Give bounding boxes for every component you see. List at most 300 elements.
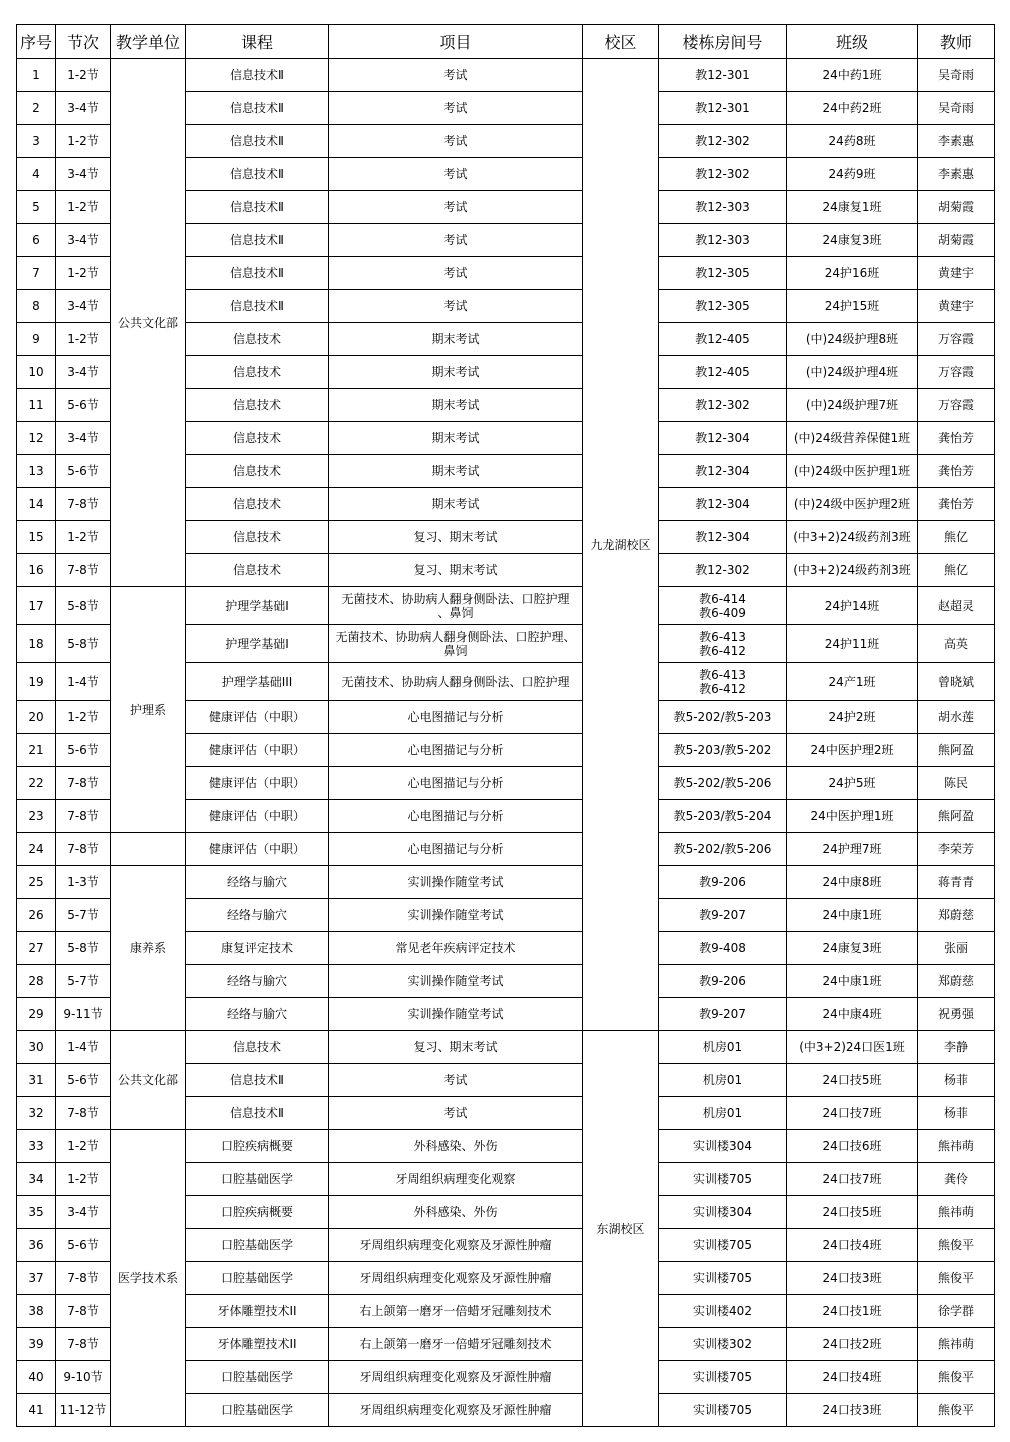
cell-class: 24中医护理1班 [787,800,918,833]
unit-cell-empty [111,833,186,866]
cell-item: 考试 [329,191,583,224]
cell-no: 8 [17,290,56,323]
cell-room: 实训楼402 [659,1295,787,1328]
cell-teacher: 熊阿盈 [918,734,995,767]
cell-item: 期末考试 [329,356,583,389]
cell-item: 考试 [329,1097,583,1130]
cell-item-line: 鼻饲 [443,643,468,658]
cell-class: 24护11班 [787,625,918,663]
cell-no: 14 [17,488,56,521]
cell-teacher: 胡菊霞 [918,224,995,257]
cell-room: 实训楼302 [659,1328,787,1361]
cell-class: 24口技4班 [787,1361,918,1394]
cell-item: 无菌技术、协助病人翻身侧卧法、口腔护理 [329,663,583,701]
cell-teacher: 熊祎萌 [918,1130,995,1163]
cell-class: (中)24级营养保健1班 [787,422,918,455]
cell-course: 牙体雕塑技术II [186,1328,329,1361]
cell-class: 24口技1班 [787,1295,918,1328]
cell-period: 11-12节 [56,1394,111,1427]
cell-course: 牙体雕塑技术II [186,1295,329,1328]
cell-room-line: 教6-413 [699,667,746,682]
cell-course: 信息技术 [186,1031,329,1064]
cell-course: 信息技术 [186,422,329,455]
cell-no: 1 [17,59,56,92]
cell-no: 34 [17,1163,56,1196]
cell-teacher: 黄建宇 [918,257,995,290]
cell-no: 27 [17,932,56,965]
unit-cell: 医学技术系 [111,1130,186,1427]
cell-class: 24产1班 [787,663,918,701]
cell-course: 护理学基础I [186,625,329,663]
cell-period: 7-8节 [56,1262,111,1295]
cell-item: 心电图描记与分析 [329,734,583,767]
cell-item: 考试 [329,290,583,323]
cell-room: 教9-207 [659,998,787,1031]
cell-room: 教5-202/教5-206 [659,833,787,866]
cell-period: 1-2节 [56,59,111,92]
cell-room: 机房01 [659,1097,787,1130]
cell-no: 33 [17,1130,56,1163]
cell-period: 7-8节 [56,1328,111,1361]
cell-teacher: 万容霞 [918,389,995,422]
cell-class: 24口技4班 [787,1229,918,1262]
cell-class: 24中康1班 [787,899,918,932]
cell-item: 期末考试 [329,488,583,521]
cell-teacher: 徐学群 [918,1295,995,1328]
cell-teacher: 胡菊霞 [918,191,995,224]
cell-class: 24中药2班 [787,92,918,125]
cell-room-line: 教6-409 [699,605,746,620]
cell-teacher: 李静 [918,1031,995,1064]
cell-item: 复习、期末考试 [329,554,583,587]
cell-course: 信息技术Ⅱ [186,1064,329,1097]
cell-room: 实训楼304 [659,1196,787,1229]
cell-period: 5-8节 [56,587,111,625]
cell-period: 3-4节 [56,1196,111,1229]
cell-period: 1-4节 [56,663,111,701]
cell-no: 12 [17,422,56,455]
cell-teacher: 熊俊平 [918,1229,995,1262]
header-period: 节次 [56,25,111,59]
cell-no: 23 [17,800,56,833]
table-body [17,59,995,1427]
cell-class: 24口技2班 [787,1328,918,1361]
cell-course: 信息技术Ⅱ [186,224,329,257]
cell-room: 教12-304 [659,455,787,488]
cell-item: 期末考试 [329,323,583,356]
cell-class: 24护2班 [787,701,918,734]
cell-class: 24护理7班 [787,833,918,866]
cell-class: 24中康8班 [787,866,918,899]
cell-teacher: 熊俊平 [918,1394,995,1427]
table-row [17,59,995,92]
cell-teacher: 杨菲 [918,1097,995,1130]
cell-item: 心电图描记与分析 [329,800,583,833]
cell-room: 教12-302 [659,125,787,158]
header-teacher: 教师 [918,25,995,59]
cell-period: 1-4节 [56,1031,111,1064]
cell-period: 1-2节 [56,701,111,734]
cell-teacher: 万容霞 [918,323,995,356]
cell-no: 3 [17,125,56,158]
unit-cell: 护理系 [111,587,186,833]
cell-class: 24药9班 [787,158,918,191]
header-class: 班级 [787,25,918,59]
cell-course: 经络与腧穴 [186,866,329,899]
cell-teacher: 陈民 [918,767,995,800]
cell-teacher: 曾晓斌 [918,663,995,701]
cell-item: 外科感染、外伤 [329,1130,583,1163]
cell-course: 信息技术 [186,488,329,521]
cell-course: 信息技术 [186,389,329,422]
cell-room: 教9-408 [659,932,787,965]
cell-no: 31 [17,1064,56,1097]
cell-room: 教9-206 [659,965,787,998]
cell-course: 信息技术 [186,521,329,554]
cell-room: 教5-202/教5-206 [659,767,787,800]
cell-item [329,587,583,625]
cell-no: 35 [17,1196,56,1229]
cell-class: 24护14班 [787,587,918,625]
cell-item-line: 无菌技术、协助病人翻身侧卧法、口腔护理、 [335,629,576,644]
cell-item: 期末考试 [329,422,583,455]
cell-no: 36 [17,1229,56,1262]
cell-room-line: 教6-413 [699,629,746,644]
cell-course: 信息技术Ⅱ [186,191,329,224]
table-row [17,833,995,866]
cell-no: 24 [17,833,56,866]
cell-teacher: 郑蔚慈 [918,899,995,932]
cell-period: 9-11节 [56,998,111,1031]
table-row [17,1031,995,1064]
cell-item: 外科感染、外伤 [329,1196,583,1229]
cell-teacher: 吴奇雨 [918,59,995,92]
cell-no: 20 [17,701,56,734]
cell-teacher: 吴奇雨 [918,92,995,125]
cell-period: 5-7节 [56,965,111,998]
cell-period: 7-8节 [56,767,111,800]
cell-course: 健康评估（中职） [186,833,329,866]
cell-period: 1-2节 [56,257,111,290]
cell-item: 实训操作随堂考试 [329,965,583,998]
cell-period: 3-4节 [56,290,111,323]
cell-teacher: 熊祎萌 [918,1196,995,1229]
unit-cell: 康养系 [111,866,186,1031]
cell-course: 信息技术Ⅱ [186,290,329,323]
cell-no: 38 [17,1295,56,1328]
cell-room: 教12-303 [659,224,787,257]
cell-period: 5-6节 [56,389,111,422]
cell-class: 24口技7班 [787,1097,918,1130]
cell-room: 教5-203/教5-202 [659,734,787,767]
cell-period: 1-2节 [56,125,111,158]
cell-room: 教12-302 [659,389,787,422]
cell-class: 24中药1班 [787,59,918,92]
cell-course: 信息技术Ⅱ [186,158,329,191]
cell-room: 教12-303 [659,191,787,224]
cell-teacher: 高英 [918,625,995,663]
cell-class: (中3+2)24级药剂3班 [787,554,918,587]
cell-teacher: 黄建宇 [918,290,995,323]
cell-room: 教12-405 [659,356,787,389]
cell-period: 5-7节 [56,899,111,932]
cell-period: 1-2节 [56,1130,111,1163]
cell-period: 1-3节 [56,866,111,899]
cell-no: 25 [17,866,56,899]
cell-no: 39 [17,1328,56,1361]
cell-period: 7-8节 [56,554,111,587]
cell-no: 10 [17,356,56,389]
cell-course: 信息技术 [186,323,329,356]
cell-period: 3-4节 [56,224,111,257]
cell-class: 24口技7班 [787,1163,918,1196]
cell-teacher: 李素惠 [918,125,995,158]
cell-course: 健康评估（中职） [186,767,329,800]
cell-room: 实训楼705 [659,1361,787,1394]
cell-room: 教5-202/教5-203 [659,701,787,734]
cell-period: 5-6节 [56,1064,111,1097]
cell-no: 17 [17,587,56,625]
cell-teacher: 熊阿盈 [918,800,995,833]
cell-teacher: 熊俊平 [918,1262,995,1295]
cell-teacher: 李素惠 [918,158,995,191]
cell-course: 健康评估（中职） [186,734,329,767]
cell-period: 7-8节 [56,833,111,866]
cell-teacher: 郑蔚慈 [918,965,995,998]
cell-no: 40 [17,1361,56,1394]
cell-item: 牙周组织病理变化观察及牙源性肿瘤 [329,1262,583,1295]
cell-item: 右上颌第一磨牙一倍蜡牙冠雕刻技术 [329,1328,583,1361]
cell-no: 22 [17,767,56,800]
cell-item [329,625,583,663]
cell-item-line: 无菌技术、协助病人翻身侧卧法、口腔护理 [341,591,570,606]
cell-room: 实训楼705 [659,1262,787,1295]
cell-room: 机房01 [659,1064,787,1097]
cell-teacher: 龚怡芳 [918,488,995,521]
cell-no: 4 [17,158,56,191]
cell-course: 康复评定技术 [186,932,329,965]
cell-period: 7-8节 [56,800,111,833]
cell-item: 考试 [329,59,583,92]
cell-item: 心电图描记与分析 [329,767,583,800]
cell-teacher: 祝勇强 [918,998,995,1031]
header-room: 楼栋房间号 [659,25,787,59]
cell-period: 1-2节 [56,1163,111,1196]
cell-room-line: 教6-412 [699,681,746,696]
table-row [17,1130,995,1163]
cell-room: 教9-206 [659,866,787,899]
cell-item: 牙周组织病理变化观察及牙源性肿瘤 [329,1229,583,1262]
cell-class: 24康复3班 [787,224,918,257]
cell-teacher: 杨菲 [918,1064,995,1097]
cell-no: 13 [17,455,56,488]
cell-course: 信息技术Ⅱ [186,92,329,125]
cell-period: 5-8节 [56,932,111,965]
cell-class: 24口技5班 [787,1064,918,1097]
cell-course: 信息技术 [186,356,329,389]
cell-item: 考试 [329,125,583,158]
cell-course: 健康评估（中职） [186,701,329,734]
cell-room: 教12-304 [659,521,787,554]
cell-class: 24护16班 [787,257,918,290]
cell-course: 经络与腧穴 [186,965,329,998]
schedule-table [16,24,995,1427]
cell-room: 教12-302 [659,158,787,191]
cell-item: 考试 [329,224,583,257]
cell-course: 经络与腧穴 [186,998,329,1031]
cell-no: 16 [17,554,56,587]
cell-item: 常见老年疾病评定技术 [329,932,583,965]
cell-no: 2 [17,92,56,125]
cell-item: 牙周组织病理变化观察及牙源性肿瘤 [329,1394,583,1427]
cell-room: 教12-305 [659,290,787,323]
cell-class: (中)24级护理4班 [787,356,918,389]
cell-room: 教12-304 [659,422,787,455]
cell-class: (中3+2)24级药剂3班 [787,521,918,554]
cell-room: 机房01 [659,1031,787,1064]
cell-period: 7-8节 [56,488,111,521]
cell-item: 复习、期末考试 [329,1031,583,1064]
cell-no: 28 [17,965,56,998]
cell-period: 3-4节 [56,356,111,389]
cell-no: 30 [17,1031,56,1064]
cell-class: (中)24级中医护理1班 [787,455,918,488]
cell-class: 24口技5班 [787,1196,918,1229]
cell-no: 41 [17,1394,56,1427]
cell-period: 3-4节 [56,92,111,125]
cell-no: 37 [17,1262,56,1295]
header-item: 项目 [329,25,583,59]
header-row [17,25,995,59]
cell-period: 5-6节 [56,1229,111,1262]
cell-room: 教9-207 [659,899,787,932]
cell-room-line: 教6-414 [699,591,746,606]
cell-class: (中3+2)24口医1班 [787,1031,918,1064]
cell-room [659,625,787,663]
cell-course: 口腔基础医学 [186,1262,329,1295]
cell-room: 实训楼705 [659,1394,787,1427]
cell-course: 信息技术Ⅱ [186,1097,329,1130]
cell-period: 5-6节 [56,455,111,488]
cell-item: 实训操作随堂考试 [329,899,583,932]
cell-no: 15 [17,521,56,554]
header-course: 课程 [186,25,329,59]
cell-teacher: 张丽 [918,932,995,965]
cell-room [659,587,787,625]
cell-course: 口腔基础医学 [186,1163,329,1196]
header-unit: 教学单位 [111,25,186,59]
cell-course: 口腔基础医学 [186,1394,329,1427]
cell-room: 教12-305 [659,257,787,290]
cell-class: 24中康4班 [787,998,918,1031]
cell-teacher: 熊祎萌 [918,1328,995,1361]
cell-item: 牙周组织病理变化观察 [329,1163,583,1196]
cell-no: 32 [17,1097,56,1130]
cell-period: 5-6节 [56,734,111,767]
cell-no: 11 [17,389,56,422]
cell-course: 口腔疾病概要 [186,1196,329,1229]
cell-course: 口腔基础医学 [186,1361,329,1394]
cell-room: 教12-301 [659,92,787,125]
cell-period: 7-8节 [56,1097,111,1130]
cell-class: 24中康1班 [787,965,918,998]
cell-teacher: 熊亿 [918,521,995,554]
cell-teacher: 胡水莲 [918,701,995,734]
cell-item: 考试 [329,1064,583,1097]
cell-course: 信息技术 [186,554,329,587]
cell-period: 5-8节 [56,625,111,663]
cell-class: 24护15班 [787,290,918,323]
cell-no: 29 [17,998,56,1031]
cell-item: 期末考试 [329,389,583,422]
cell-course: 信息技术Ⅱ [186,257,329,290]
cell-class: 24护5班 [787,767,918,800]
cell-no: 6 [17,224,56,257]
table-header [17,25,995,59]
cell-period: 1-2节 [56,521,111,554]
cell-course: 护理学基础III [186,663,329,701]
cell-class: 24口技3班 [787,1394,918,1427]
cell-item: 实训操作随堂考试 [329,998,583,1031]
cell-class: 24康复1班 [787,191,918,224]
cell-course: 口腔疾病概要 [186,1130,329,1163]
cell-teacher: 万容霞 [918,356,995,389]
unit-cell: 公共文化部 [111,59,186,587]
cell-class: (中)24级护理7班 [787,389,918,422]
cell-course: 护理学基础I [186,587,329,625]
cell-item: 心电图描记与分析 [329,833,583,866]
cell-room: 教12-301 [659,59,787,92]
cell-course: 信息技术Ⅱ [186,125,329,158]
cell-teacher: 蒋青青 [918,866,995,899]
cell-no: 26 [17,899,56,932]
cell-class: 24康复3班 [787,932,918,965]
cell-teacher: 李荣芳 [918,833,995,866]
cell-course: 口腔基础医学 [186,1229,329,1262]
cell-item: 考试 [329,92,583,125]
cell-teacher: 赵超灵 [918,587,995,625]
cell-period: 9-10节 [56,1361,111,1394]
cell-class: (中)24级中医护理2班 [787,488,918,521]
cell-period: 1-2节 [56,323,111,356]
cell-no: 21 [17,734,56,767]
unit-cell: 公共文化部 [111,1031,186,1130]
cell-no: 19 [17,663,56,701]
cell-class: 24中医护理2班 [787,734,918,767]
cell-no: 5 [17,191,56,224]
cell-room: 教12-405 [659,323,787,356]
cell-no: 7 [17,257,56,290]
cell-period: 1-2节 [56,191,111,224]
table-row [17,866,995,899]
cell-class: (中)24级护理8班 [787,323,918,356]
campus-cell: 九龙湖校区 [583,59,659,1031]
cell-room: 实训楼304 [659,1130,787,1163]
cell-room: 实训楼705 [659,1229,787,1262]
cell-course: 健康评估（中职） [186,800,329,833]
cell-teacher: 熊亿 [918,554,995,587]
cell-room: 教5-203/教5-204 [659,800,787,833]
cell-room: 教12-304 [659,488,787,521]
cell-no: 18 [17,625,56,663]
campus-cell: 东湖校区 [583,1031,659,1427]
cell-course: 经络与腧穴 [186,899,329,932]
cell-teacher: 龚伶 [918,1163,995,1196]
cell-item: 牙周组织病理变化观察及牙源性肿瘤 [329,1361,583,1394]
cell-room: 教12-302 [659,554,787,587]
cell-teacher: 熊俊平 [918,1361,995,1394]
cell-room-line: 教6-412 [699,643,746,658]
